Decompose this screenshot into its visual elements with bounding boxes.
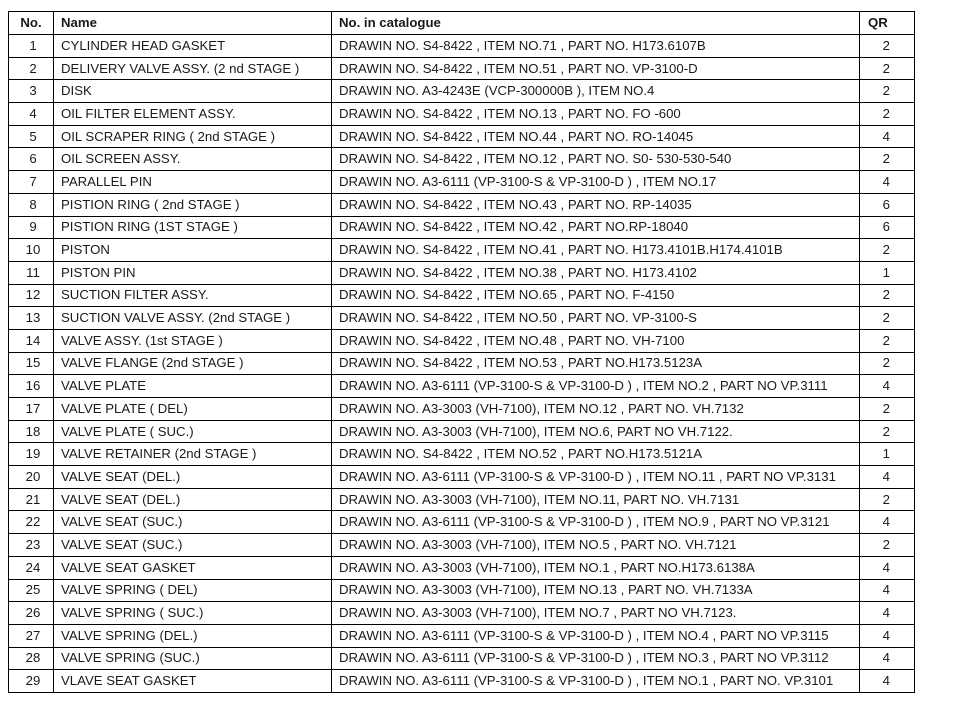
table-row [9,103,915,126]
row-no-cell: 11 [9,261,54,284]
part-name-cell: VALVE SPRING (DEL.) [54,624,332,647]
quantity-cell: 2 [860,398,915,421]
part-name-cell: SUCTION VALVE ASSY. (2nd STAGE ) [54,307,332,330]
part-name-cell: PISTON [54,239,332,262]
catalogue-ref-cell: DRAWIN NO. S4-8422 , ITEM NO.44 , PART NO. RO-14045 [332,125,860,148]
quantity-cell: 2 [860,352,915,375]
part-name-cell: VALVE SEAT (SUC.) [54,511,332,534]
catalogue-ref-cell: DRAWIN NO. S4-8422 , ITEM NO.65 , PART NO. F-4150 [332,284,860,307]
row-no-cell: 3 [9,80,54,103]
part-name-cell: VALVE SPRING ( DEL) [54,579,332,602]
quantity-cell: 4 [860,647,915,670]
part-name-cell: VLAVE SEAT GASKET [54,670,332,693]
catalogue-ref-cell: DRAWIN NO. S4-8422 , ITEM NO.41 , PART NO. H173.4101B.H174.4101B [332,239,860,262]
table-row [9,125,915,148]
part-name-cell: VALVE FLANGE (2nd STAGE ) [54,352,332,375]
row-no-cell: 10 [9,239,54,262]
table-row [9,216,915,239]
row-no-cell: 2 [9,57,54,80]
row-no-cell: 8 [9,193,54,216]
quantity-cell: 4 [860,579,915,602]
part-name-cell: VALVE SEAT (DEL.) [54,466,332,489]
table-row [9,239,915,262]
table-row [9,193,915,216]
part-name-cell: PISTION RING (1ST STAGE ) [54,216,332,239]
catalogue-ref-cell: DRAWIN NO. S4-8422 , ITEM NO.50 , PART NO. VP-3100-S [332,307,860,330]
catalogue-ref-cell: DRAWIN NO. A3-3003 (VH-7100), ITEM NO.12 , PART NO. VH.7132 [332,398,860,421]
row-no-cell: 28 [9,647,54,670]
table-row [9,398,915,421]
quantity-cell: 4 [860,466,915,489]
catalogue-ref-cell: DRAWIN NO. A3-6111 (VP-3100-S & VP-3100-D ) , ITEM NO.3 , PART NO VP.3112 [332,647,860,670]
part-name-cell: OIL FILTER ELEMENT ASSY. [54,103,332,126]
quantity-cell: 2 [860,420,915,443]
part-name-cell: VALVE PLATE ( SUC.) [54,420,332,443]
quantity-cell: 4 [860,171,915,194]
part-name-cell: VALVE ASSY. (1st STAGE ) [54,329,332,352]
catalogue-ref-cell: DRAWIN NO. S4-8422 , ITEM NO.53 , PART NO.H173.5123A [332,352,860,375]
row-no-cell: 29 [9,670,54,693]
quantity-cell: 1 [860,443,915,466]
part-name-cell: VALVE SEAT (SUC.) [54,534,332,557]
row-no-cell: 20 [9,466,54,489]
quantity-cell: 1 [860,261,915,284]
catalogue-ref-cell: DRAWIN NO. A3-6111 (VP-3100-S & VP-3100-D ) , ITEM NO.9 , PART NO VP.3121 [332,511,860,534]
quantity-cell: 2 [860,80,915,103]
table-row [9,352,915,375]
header-name: Name [54,12,332,35]
table-row [9,307,915,330]
header-row [9,12,915,35]
row-no-cell: 15 [9,352,54,375]
table-row [9,35,915,58]
table-row [9,579,915,602]
row-no-cell: 9 [9,216,54,239]
row-no-cell: 5 [9,125,54,148]
quantity-cell: 4 [860,556,915,579]
row-no-cell: 14 [9,329,54,352]
part-name-cell: OIL SCREEN ASSY. [54,148,332,171]
quantity-cell: 6 [860,216,915,239]
part-name-cell: VALVE RETAINER (2nd STAGE ) [54,443,332,466]
quantity-cell: 4 [860,125,915,148]
quantity-cell: 4 [860,511,915,534]
row-no-cell: 21 [9,488,54,511]
quantity-cell: 2 [860,534,915,557]
quantity-cell: 4 [860,670,915,693]
part-name-cell: CYLINDER HEAD GASKET [54,35,332,58]
catalogue-ref-cell: DRAWIN NO. S4-8422 , ITEM NO.52 , PART NO.H173.5121A [332,443,860,466]
catalogue-ref-cell: DRAWIN NO. S4-8422 , ITEM NO.51 , PART NO. VP-3100-D [332,57,860,80]
part-name-cell: PISTON PIN [54,261,332,284]
part-name-cell: VALVE SPRING ( SUC.) [54,602,332,625]
catalogue-ref-cell: DRAWIN NO. A3-3003 (VH-7100), ITEM NO.11, PART NO. VH.7131 [332,488,860,511]
row-no-cell: 27 [9,624,54,647]
catalogue-ref-cell: DRAWIN NO. S4-8422 , ITEM NO.38 , PART NO. H173.4102 [332,261,860,284]
row-no-cell: 6 [9,148,54,171]
row-no-cell: 25 [9,579,54,602]
table-row [9,329,915,352]
table-row [9,534,915,557]
catalogue-ref-cell: DRAWIN NO. A3-6111 (VP-3100-S & VP-3100-D ) , ITEM NO.4 , PART NO VP.3115 [332,624,860,647]
row-no-cell: 22 [9,511,54,534]
row-no-cell: 12 [9,284,54,307]
catalogue-ref-cell: DRAWIN NO. A3-3003 (VH-7100), ITEM NO.7 , PART NO VH.7123. [332,602,860,625]
table-row [9,624,915,647]
table-row [9,261,915,284]
table-row [9,57,915,80]
quantity-cell: 2 [860,239,915,262]
quantity-cell: 2 [860,284,915,307]
quantity-cell: 6 [860,193,915,216]
part-name-cell: VALVE SEAT GASKET [54,556,332,579]
header-qr: QR [860,12,915,35]
row-no-cell: 26 [9,602,54,625]
catalogue-ref-cell: DRAWIN NO. A3-4243E (VCP-300000B ), ITEM NO.4 [332,80,860,103]
part-name-cell: PISTION RING ( 2nd STAGE ) [54,193,332,216]
part-name-cell: VALVE PLATE ( DEL) [54,398,332,421]
catalogue-ref-cell: DRAWIN NO. A3-6111 (VP-3100-S & VP-3100-D ) , ITEM NO.17 [332,171,860,194]
row-no-cell: 1 [9,35,54,58]
row-no-cell: 24 [9,556,54,579]
catalogue-ref-cell: DRAWIN NO. A3-3003 (VH-7100), ITEM NO.6, PART NO VH.7122. [332,420,860,443]
catalogue-ref-cell: DRAWIN NO. S4-8422 , ITEM NO.48 , PART NO. VH-7100 [332,329,860,352]
catalogue-ref-cell: DRAWIN NO. A3-6111 (VP-3100-S & VP-3100-D ) , ITEM NO.2 , PART NO VP.3111 [332,375,860,398]
table-row [9,647,915,670]
table-row [9,488,915,511]
row-no-cell: 18 [9,420,54,443]
catalogue-ref-cell: DRAWIN NO. A3-6111 (VP-3100-S & VP-3100-D ) , ITEM NO.11 , PART NO VP.3131 [332,466,860,489]
table-row [9,420,915,443]
quantity-cell: 2 [860,35,915,58]
quantity-cell: 2 [860,329,915,352]
row-no-cell: 19 [9,443,54,466]
table-row [9,670,915,693]
quantity-cell: 4 [860,624,915,647]
parts-table [8,11,915,693]
row-no-cell: 23 [9,534,54,557]
catalogue-ref-cell: DRAWIN NO. A3-6111 (VP-3100-S & VP-3100-D ) , ITEM NO.1 , PART NO. VP.3101 [332,670,860,693]
catalogue-ref-cell: DRAWIN NO. A3-3003 (VH-7100), ITEM NO.1 , PART NO.H173.6138A [332,556,860,579]
table-row [9,375,915,398]
header-no: No. [9,12,54,35]
table-body [9,35,915,693]
table-row [9,80,915,103]
part-name-cell: DELIVERY VALVE ASSY. (2 nd STAGE ) [54,57,332,80]
table-row [9,443,915,466]
row-no-cell: 4 [9,103,54,126]
quantity-cell: 2 [860,103,915,126]
table-row [9,171,915,194]
catalogue-ref-cell: DRAWIN NO. S4-8422 , ITEM NO.71 , PART NO. H173.6107B [332,35,860,58]
part-name-cell: VALVE SEAT (DEL.) [54,488,332,511]
quantity-cell: 2 [860,57,915,80]
quantity-cell: 4 [860,375,915,398]
part-name-cell: VALVE PLATE [54,375,332,398]
part-name-cell: PARALLEL PIN [54,171,332,194]
quantity-cell: 2 [860,488,915,511]
part-name-cell: DISK [54,80,332,103]
table-row [9,466,915,489]
table-row [9,602,915,625]
part-name-cell: OIL SCRAPER RING ( 2nd STAGE ) [54,125,332,148]
quantity-cell: 4 [860,602,915,625]
part-name-cell: SUCTION FILTER ASSY. [54,284,332,307]
catalogue-ref-cell: DRAWIN NO. S4-8422 , ITEM NO.12 , PART NO. S0- 530-530-540 [332,148,860,171]
catalogue-ref-cell: DRAWIN NO. A3-3003 (VH-7100), ITEM NO.13 , PART NO. VH.7133A [332,579,860,602]
row-no-cell: 7 [9,171,54,194]
quantity-cell: 2 [860,148,915,171]
catalogue-ref-cell: DRAWIN NO. A3-3003 (VH-7100), ITEM NO.5 , PART NO. VH.7121 [332,534,860,557]
part-name-cell: VALVE SPRING (SUC.) [54,647,332,670]
table-row [9,556,915,579]
row-no-cell: 16 [9,375,54,398]
catalogue-ref-cell: DRAWIN NO. S4-8422 , ITEM NO.43 , PART NO. RP-14035 [332,193,860,216]
catalogue-ref-cell: DRAWIN NO. S4-8422 , ITEM NO.42 , PART NO.RP-18040 [332,216,860,239]
table-row [9,148,915,171]
quantity-cell: 2 [860,307,915,330]
row-no-cell: 17 [9,398,54,421]
table-row [9,511,915,534]
row-no-cell: 13 [9,307,54,330]
catalogue-ref-cell: DRAWIN NO. S4-8422 , ITEM NO.13 , PART NO. FO -600 [332,103,860,126]
table-row [9,284,915,307]
header-catalogue: No. in catalogue [332,12,860,35]
